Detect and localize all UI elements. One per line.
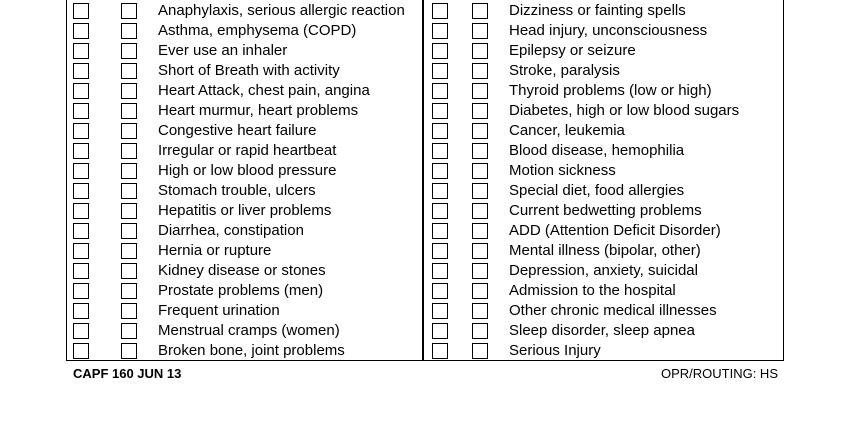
checkbox-yes[interactable] xyxy=(73,283,89,299)
checkbox-no[interactable] xyxy=(472,3,488,19)
checkbox-yes[interactable] xyxy=(432,183,448,199)
checkbox-no[interactable] xyxy=(472,283,488,299)
condition-label: Stroke, paralysis xyxy=(509,62,620,79)
checkbox-yes[interactable] xyxy=(73,163,89,179)
condition-label: Special diet, food allergies xyxy=(509,182,685,199)
checkbox-yes[interactable] xyxy=(432,3,448,19)
checkbox-yes[interactable] xyxy=(73,323,89,339)
checkbox-no[interactable] xyxy=(121,163,137,179)
column-divider xyxy=(422,0,424,360)
condition-label: Head injury, unconsciousness xyxy=(509,22,708,39)
checkbox-yes[interactable] xyxy=(432,343,448,359)
checkbox-yes[interactable] xyxy=(432,323,448,339)
checkbox-yes[interactable] xyxy=(73,343,89,359)
condition-label: Blood disease, hemophilia xyxy=(509,142,685,159)
condition-label: Thyroid problems (low or high) xyxy=(509,82,712,99)
condition-label: Mental illness (bipolar, other) xyxy=(509,242,701,259)
condition-label: Depression, anxiety, suicidal xyxy=(509,262,698,279)
checkbox-yes[interactable] xyxy=(432,203,448,219)
checkbox-no[interactable] xyxy=(472,263,488,279)
condition-label: Dizziness or fainting spells xyxy=(509,2,686,19)
checkbox-no[interactable] xyxy=(121,83,137,99)
checkbox-no[interactable] xyxy=(472,103,488,119)
checkbox-no[interactable] xyxy=(121,123,137,139)
form-id: CAPF 160 JUN 13 xyxy=(73,366,182,381)
condition-label: Irregular or rapid heartbeat xyxy=(158,142,337,159)
checkbox-yes[interactable] xyxy=(73,23,89,39)
checkbox-no[interactable] xyxy=(121,183,137,199)
condition-label: Asthma, emphysema (COPD) xyxy=(158,22,357,39)
condition-label: Frequent urination xyxy=(158,302,280,319)
condition-label: Sleep disorder, sleep apnea xyxy=(509,322,695,339)
checkbox-no[interactable] xyxy=(472,43,488,59)
condition-label: Admission to the hospital xyxy=(509,282,676,299)
checkbox-no[interactable] xyxy=(472,163,488,179)
condition-label: High or low blood pressure xyxy=(158,162,337,179)
checkbox-no[interactable] xyxy=(472,243,488,259)
checkbox-no[interactable] xyxy=(121,43,137,59)
checkbox-no[interactable] xyxy=(472,303,488,319)
checkbox-yes[interactable] xyxy=(73,303,89,319)
condition-label: Broken bone, joint problems xyxy=(158,342,345,359)
condition-label: Ever use an inhaler xyxy=(158,42,288,59)
condition-label: Menstrual cramps (women) xyxy=(158,322,340,339)
checkbox-yes[interactable] xyxy=(432,43,448,59)
checkbox-no[interactable] xyxy=(121,63,137,79)
checkbox-yes[interactable] xyxy=(73,43,89,59)
checkbox-yes[interactable] xyxy=(73,223,89,239)
checkbox-no[interactable] xyxy=(472,143,488,159)
checkbox-no[interactable] xyxy=(472,183,488,199)
checkbox-yes[interactable] xyxy=(432,63,448,79)
checkbox-no[interactable] xyxy=(472,343,488,359)
checkbox-yes[interactable] xyxy=(73,63,89,79)
checkbox-no[interactable] xyxy=(121,23,137,39)
checkbox-no[interactable] xyxy=(121,143,137,159)
condition-label: Other chronic medical illnesses xyxy=(509,302,717,319)
condition-label: Hernia or rupture xyxy=(158,242,272,259)
checkbox-yes[interactable] xyxy=(73,123,89,139)
condition-label: Short of Breath with activity xyxy=(158,62,340,79)
condition-label: Serious Injury xyxy=(509,342,601,359)
checkbox-yes[interactable] xyxy=(73,183,89,199)
checkbox-yes[interactable] xyxy=(73,143,89,159)
checkbox-yes[interactable] xyxy=(73,203,89,219)
condition-label: Current bedwetting problems xyxy=(509,202,702,219)
condition-label: Congestive heart failure xyxy=(158,122,317,139)
checkbox-no[interactable] xyxy=(472,203,488,219)
condition-label: Heart Attack, chest pain, angina xyxy=(158,82,370,99)
checkbox-yes[interactable] xyxy=(73,243,89,259)
checkbox-yes[interactable] xyxy=(432,243,448,259)
checkbox-yes[interactable] xyxy=(432,283,448,299)
checkbox-yes[interactable] xyxy=(73,263,89,279)
checkbox-yes[interactable] xyxy=(432,103,448,119)
condition-label: Diabetes, high or low blood sugars xyxy=(509,102,740,119)
checkbox-yes[interactable] xyxy=(73,103,89,119)
condition-label: Diarrhea, constipation xyxy=(158,222,304,239)
checkbox-yes[interactable] xyxy=(432,263,448,279)
checkbox-yes[interactable] xyxy=(432,123,448,139)
checkbox-no[interactable] xyxy=(472,223,488,239)
checkbox-no[interactable] xyxy=(121,203,137,219)
checkbox-yes[interactable] xyxy=(432,223,448,239)
checkbox-yes[interactable] xyxy=(432,303,448,319)
checkbox-no[interactable] xyxy=(472,83,488,99)
checkbox-no[interactable] xyxy=(121,283,137,299)
checkbox-no[interactable] xyxy=(121,323,137,339)
checkbox-no[interactable] xyxy=(121,303,137,319)
checkbox-yes[interactable] xyxy=(73,3,89,19)
condition-label: Heart murmur, heart problems xyxy=(158,102,359,119)
condition-label: Anaphylaxis, serious allergic reaction xyxy=(158,2,405,19)
checkbox-no[interactable] xyxy=(121,223,137,239)
condition-label: Stomach trouble, ulcers xyxy=(158,182,316,199)
checkbox-no[interactable] xyxy=(121,3,137,19)
condition-label: ADD (Attention Deficit Disorder) xyxy=(509,222,721,239)
checkbox-no[interactable] xyxy=(121,243,137,259)
checkbox-yes[interactable] xyxy=(432,143,448,159)
checkbox-no[interactable] xyxy=(472,23,488,39)
condition-label: Epilepsy or seizure xyxy=(509,42,636,59)
checkbox-no[interactable] xyxy=(472,123,488,139)
checkbox-yes[interactable] xyxy=(432,163,448,179)
condition-label: Cancer, leukemia xyxy=(509,122,625,139)
checkbox-yes[interactable] xyxy=(432,23,448,39)
condition-label: Hepatitis or liver problems xyxy=(158,202,332,219)
routing-code: OPR/ROUTING: HS xyxy=(660,366,778,381)
checkbox-no[interactable] xyxy=(121,263,137,279)
checkbox-no[interactable] xyxy=(472,63,488,79)
condition-label: Prostate problems (men) xyxy=(158,282,324,299)
checkbox-no[interactable] xyxy=(472,323,488,339)
condition-label: Kidney disease or stones xyxy=(158,262,326,279)
checkbox-yes[interactable] xyxy=(73,83,89,99)
condition-label: Motion sickness xyxy=(509,162,616,179)
checkbox-no[interactable] xyxy=(121,343,137,359)
checkbox-yes[interactable] xyxy=(432,83,448,99)
checkbox-no[interactable] xyxy=(121,103,137,119)
